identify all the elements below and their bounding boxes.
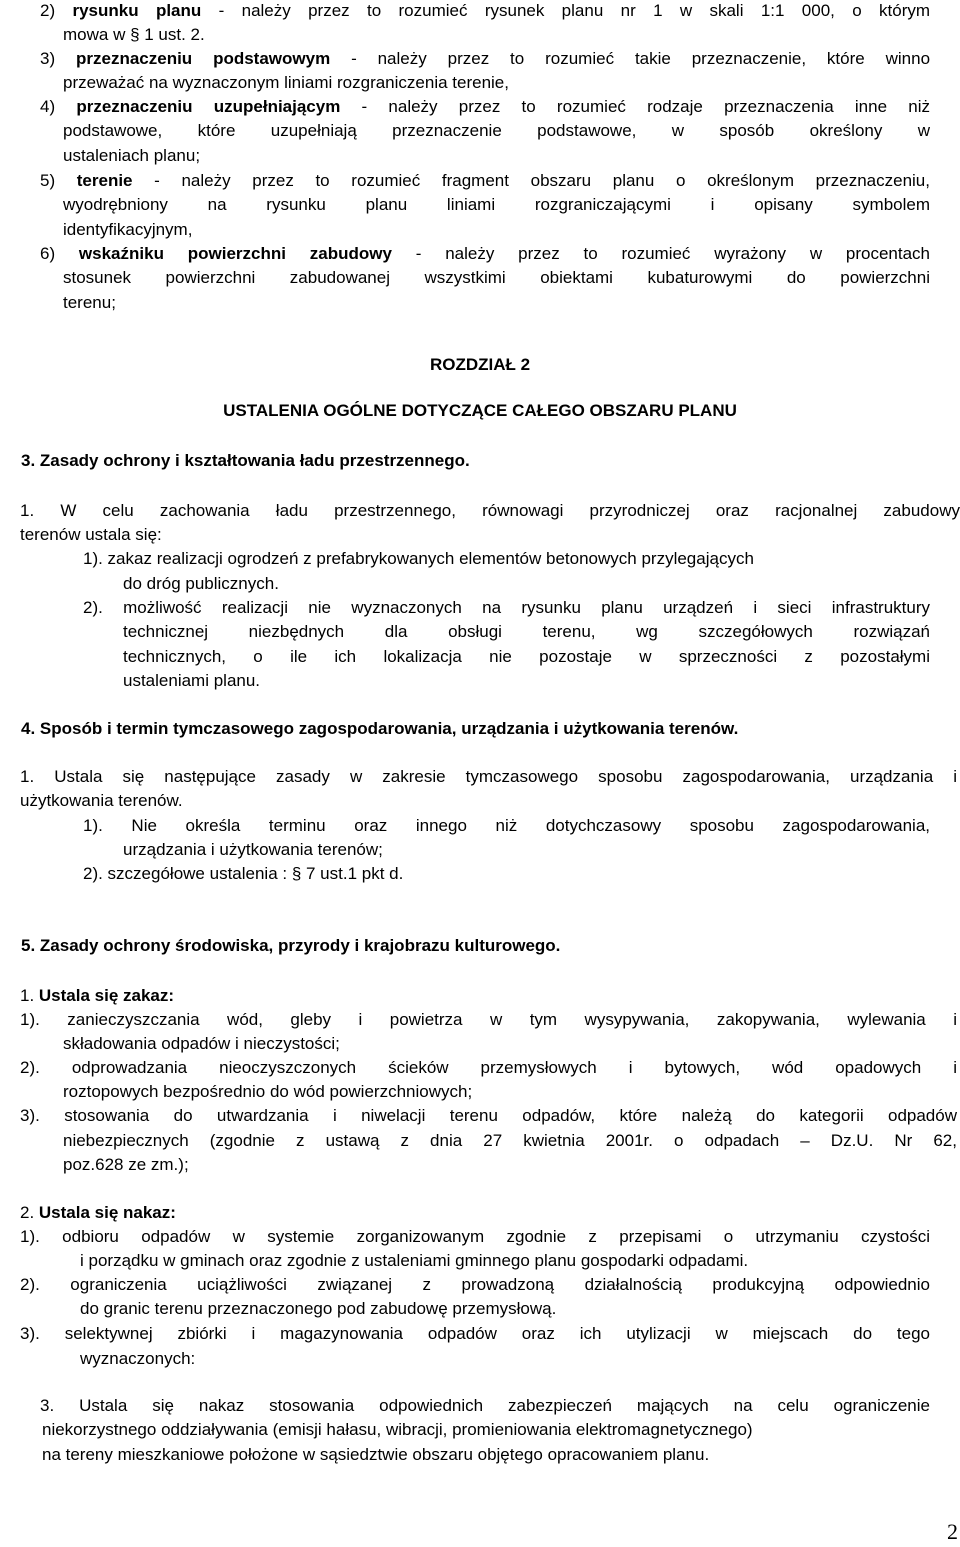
section-5-sub-1-item-3-cont: niebezpiecznych (zgodnie z ustawą z dnia 27 kwietnia 2001r. o odpadach – Dz.U. Nr 62,	[63, 1131, 957, 1150]
section-3-item-2: 2). możliwość realizacji nie wyznaczonych na rysunku planu urządzeń i sieci infrastruktury	[83, 598, 930, 617]
section-4-heading: 4. Sposób i termin tymczasowego zagospodarowania, urządzania i użytkowania terenów.	[21, 719, 739, 738]
section-4-item-1: 1). Nie określa terminu oraz innego niż dotychczasowy sposobu zagospodarowania,	[83, 816, 930, 835]
section-4-item-1-cont: urządzania i użytkowania terenów;	[123, 840, 383, 859]
def-item-4-cont: ustaleniach planu;	[63, 146, 201, 165]
section-5-sub-2-item-3-cont: wyznaczonych:	[80, 1349, 196, 1368]
chapter-number: ROZDZIAŁ 2	[429, 355, 531, 374]
def-item-4-cont: podstawowe, które uzupełniają przeznaczenie podstawowe, w sposób określony w	[63, 121, 930, 140]
def-item-3: 3) przeznaczeniu podstawowym - należy przez to rozumieć takie przeznaczenie, które winno	[40, 49, 931, 68]
section-4-para-cont: użytkowania terenów.	[20, 791, 183, 810]
section-5-sub-2-item-1-cont: i porządku w gminach oraz zgodnie z ustaleniami gminnego planu gospodarki odpadami.	[80, 1251, 749, 1270]
section-5-sub-1-item-1: 1). zanieczyszczania wód, gleby i powietrza w tym wysypywania, zakopywania, wylewania i	[20, 1010, 957, 1029]
section-5-sub-1-item-2-cont: roztopowych bezpośrednio do wód powierzchniowych;	[63, 1082, 473, 1101]
section-5-sub-1: 1. Ustala się zakaz:	[20, 986, 175, 1005]
section-5-sub-1-item-3: 3). stosowania do utwardzania i niwelacji terenu odpadów, które należą do kategorii odpadów	[20, 1106, 957, 1125]
def-item-6-cont: stosunek powierzchni zabudowanej wszystkimi obiektami kubaturowymi do powierzchni	[63, 268, 930, 287]
section-5-sub-1-item-3-cont: poz.628 ze zm.);	[63, 1155, 189, 1174]
section-5-sub-2-item-2: 2). ograniczenia uciążliwości związanej z prowadzoną działalnością produkcyjną odpowiednio	[20, 1275, 930, 1294]
section-5-sub-1-item-1-cont: składowania odpadów i nieczystości;	[63, 1034, 340, 1053]
def-item-5-cont: wyodrębniony na rysunku planu liniami rozgraniczającymi i opisany symbolem	[63, 195, 930, 214]
def-item-6: 6) wskaźniku powierzchni zabudowy - należy przez to rozumieć wyrażony w procentach	[40, 244, 930, 263]
def-item-6-cont: terenu;	[63, 293, 116, 312]
page-number: 2	[947, 1519, 958, 1544]
chapter-title: USTALENIA OGÓLNE DOTYCZĄCE CAŁEGO OBSZARU PLANU	[223, 401, 737, 420]
section-5-sub-3-cont: na tereny mieszkaniowe położone w sąsiedztwie obszaru objętego opracowaniem planu.	[42, 1445, 710, 1464]
section-3-para: 1. W celu zachowania ładu przestrzennego, równowagi przyrodniczej oraz racjonalnej zabudowy	[20, 501, 960, 520]
def-item-5-cont: identyfikacyjnym,	[63, 220, 193, 239]
def-item-3-cont: przeważać na wyznaczonym liniami rozgraniczenia terenie,	[63, 73, 509, 92]
section-5-sub-2-item-2-cont: do granic terenu przeznaczonego pod zabudowę przemysłową.	[80, 1299, 557, 1318]
def-item-2-cont: mowa w § 1 ust. 2.	[63, 25, 205, 44]
section-3-item-2-cont: technicznych, o ile ich lokalizacja nie pozostaje w sprzeczności z pozostałymi	[123, 647, 930, 666]
section-3-item-1: 1). zakaz realizacji ogrodzeń z prefabrykowanych elementów betonowych przylegających	[83, 549, 754, 568]
def-item-4: 4) przeznaczeniu uzupełniającym - należy przez to rozumieć rodzaje przeznaczenia inne niż	[40, 97, 930, 116]
section-5-sub-2: 2. Ustala się nakaz:	[20, 1203, 176, 1222]
def-item-2: 2) rysunku planu - należy przez to rozumieć rysunek planu nr 1 w skali 1:1 000, o którym	[40, 1, 931, 20]
section-5-sub-3-cont: niekorzystnego oddziaływania (emisji hałasu, wibracji, promieniowania elektromagnetycznego)	[42, 1420, 753, 1439]
section-3-heading: 3. Zasady ochrony i kształtowania ładu przestrzennego.	[21, 451, 470, 470]
section-3-item-2-cont: ustaleniami planu.	[123, 671, 261, 690]
section-5-sub-1-item-2: 2). odprowadzania nieoczyszczonych ścieków przemysłowych i bytowych, wód opadowych i	[20, 1058, 957, 1077]
section-3-para-cont: terenów ustala się:	[20, 525, 162, 544]
section-5-sub-3: 3. Ustala się nakaz stosowania odpowiednich zabezpieczeń mających na celu ograniczenie	[40, 1396, 930, 1415]
section-5-heading: 5. Zasady ochrony środowiska, przyrody i krajobrazu kulturowego.	[21, 936, 561, 955]
section-5-sub-2-item-3: 3). selektywnej zbiórki i magazynowania odpadów oraz ich utylizacji w miejscach do tego	[20, 1324, 930, 1343]
section-5-sub-2-item-1: 1). odbioru odpadów w systemie zorganizowanym zgodnie z przepisami o utrzymaniu czystości	[20, 1227, 930, 1246]
section-4-item-2: 2). szczegółowe ustalenia : § 7 ust.1 pkt d.	[83, 864, 404, 883]
section-3-item-1-cont: do dróg publicznych.	[123, 574, 279, 593]
section-4-para: 1. Ustala się następujące zasady w zakresie tymczasowego sposobu zagospodarowania, urządzania i	[20, 767, 957, 786]
section-3-item-2-cont: technicznej niezbędnych dla obsługi terenu, wg szczegółowych rozwiązań	[123, 622, 930, 641]
def-item-5: 5) terenie - należy przez to rozumieć fragment obszaru planu o określonym przeznaczeniu,	[40, 171, 930, 190]
